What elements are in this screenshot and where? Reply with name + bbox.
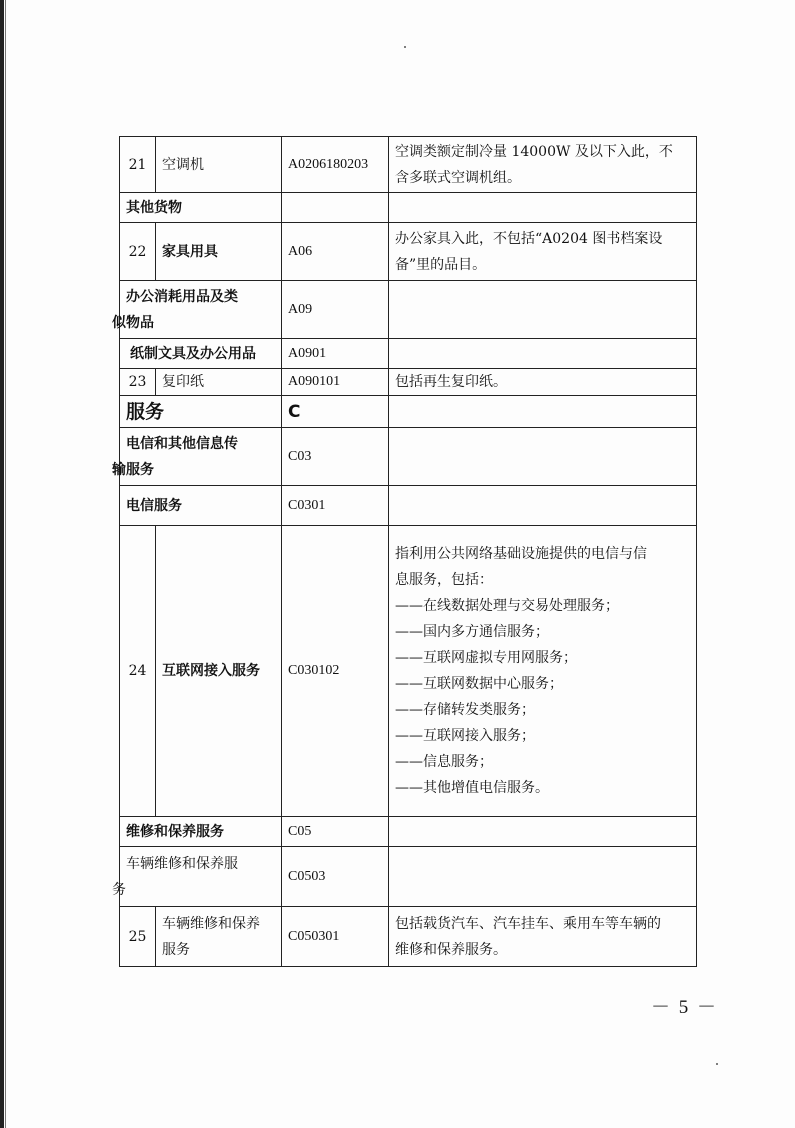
row-number: 22 xyxy=(120,223,156,281)
item-note: 包括再生复印纸。 xyxy=(389,369,697,396)
note-line: ——互联网虚拟专用网服务； xyxy=(395,650,577,666)
item-note xyxy=(389,817,697,847)
name-line: 车辆维修和保养服 xyxy=(126,855,238,872)
note-line: 办公家具入此，不包括“A0204 图书档案设 xyxy=(395,230,663,247)
table-row xyxy=(120,396,697,428)
procurement-catalog-table xyxy=(112,136,697,967)
section-name: 服务 xyxy=(120,396,282,428)
name-line: 务 xyxy=(112,881,126,898)
note-line: ——信息服务； xyxy=(395,754,493,770)
category-name xyxy=(112,847,282,907)
note-line: 空调类额定制冷量 14000W 及以下入此，不 xyxy=(395,143,673,160)
item-note xyxy=(389,281,697,339)
item-note xyxy=(389,339,697,369)
table-row xyxy=(120,281,697,339)
note-line: 备”里的品目。 xyxy=(395,256,487,273)
item-code xyxy=(282,193,389,223)
note-line: 维修和保养服务。 xyxy=(395,941,507,958)
name-line: 服务 xyxy=(162,941,190,958)
item-code: C0301 xyxy=(282,486,389,526)
note-line: 息服务，包括： xyxy=(395,572,493,588)
category-name: 电信服务 xyxy=(120,486,282,526)
item-name: 互联网接入服务 xyxy=(156,526,282,817)
item-note xyxy=(389,137,697,193)
item-note xyxy=(389,907,697,967)
note-line: ——国内多方通信服务； xyxy=(395,624,549,640)
category-name: 维修和保养服务 xyxy=(120,817,282,847)
row-number: 25 xyxy=(120,907,156,967)
row-number: 24 xyxy=(120,526,156,817)
table-row xyxy=(120,907,697,967)
note-line: ——存储转发类服务； xyxy=(395,702,535,718)
note-line: ——互联网接入服务； xyxy=(395,728,535,744)
item-note xyxy=(389,486,697,526)
name-line: 似物品 xyxy=(112,314,154,331)
row-number: 21 xyxy=(120,137,156,193)
table-row xyxy=(120,486,697,526)
item-code: A090101 xyxy=(282,369,389,396)
table-row xyxy=(120,193,697,223)
item-code: A0206180203 xyxy=(282,137,389,193)
item-name: 家具用具 xyxy=(156,223,282,281)
note-line: 包括载货汽车、汽车挂车、乘用车等车辆的 xyxy=(395,915,661,932)
scan-speck xyxy=(404,46,406,48)
scan-speck xyxy=(716,1063,718,1065)
page-number: － 5 － xyxy=(651,997,719,1018)
item-note xyxy=(389,193,697,223)
item-note xyxy=(389,847,697,907)
section-code: C xyxy=(282,396,389,428)
item-code: C05 xyxy=(282,817,389,847)
item-name: 复印纸 xyxy=(156,369,282,396)
category-name: 纸制文具及办公用品 xyxy=(120,339,282,369)
item-note xyxy=(389,396,697,428)
note-line: 指利用公共网络基础设施提供的电信与信 xyxy=(395,546,647,562)
item-code: A09 xyxy=(282,281,389,339)
item-name: 空调机 xyxy=(156,137,282,193)
scan-edge xyxy=(0,0,4,1128)
item-code: A0901 xyxy=(282,339,389,369)
table-row xyxy=(120,526,697,817)
category-name: 其他货物 xyxy=(120,193,282,223)
note-line: ——互联网数据中心服务； xyxy=(395,676,563,692)
name-line: 办公消耗用品及类 xyxy=(126,288,238,305)
item-name xyxy=(156,907,282,967)
scan-edge-line xyxy=(5,0,6,1128)
table-row xyxy=(120,847,697,907)
table-row xyxy=(120,339,697,369)
item-code: A06 xyxy=(282,223,389,281)
row-number: 23 xyxy=(120,369,156,396)
table-row xyxy=(120,223,697,281)
table-row xyxy=(120,137,697,193)
item-code: C050301 xyxy=(282,907,389,967)
category-name xyxy=(112,428,282,486)
note-line: ——在线数据处理与交易处理服务； xyxy=(395,598,619,614)
table-row xyxy=(120,817,697,847)
note-line: 含多联式空调机组。 xyxy=(395,169,521,186)
item-note xyxy=(389,526,697,817)
name-line: 输服务 xyxy=(112,461,154,478)
table-row xyxy=(120,428,697,486)
name-line: 电信和其他信息传 xyxy=(126,435,238,452)
item-note xyxy=(389,428,697,486)
table-row xyxy=(120,369,697,396)
item-code: C030102 xyxy=(282,526,389,817)
name-line: 车辆维修和保养 xyxy=(162,915,260,932)
item-code: C03 xyxy=(282,428,389,486)
item-note xyxy=(389,223,697,281)
note-line: ——其他增值电信服务。 xyxy=(395,780,549,796)
category-name xyxy=(112,281,282,339)
item-code: C0503 xyxy=(282,847,389,907)
